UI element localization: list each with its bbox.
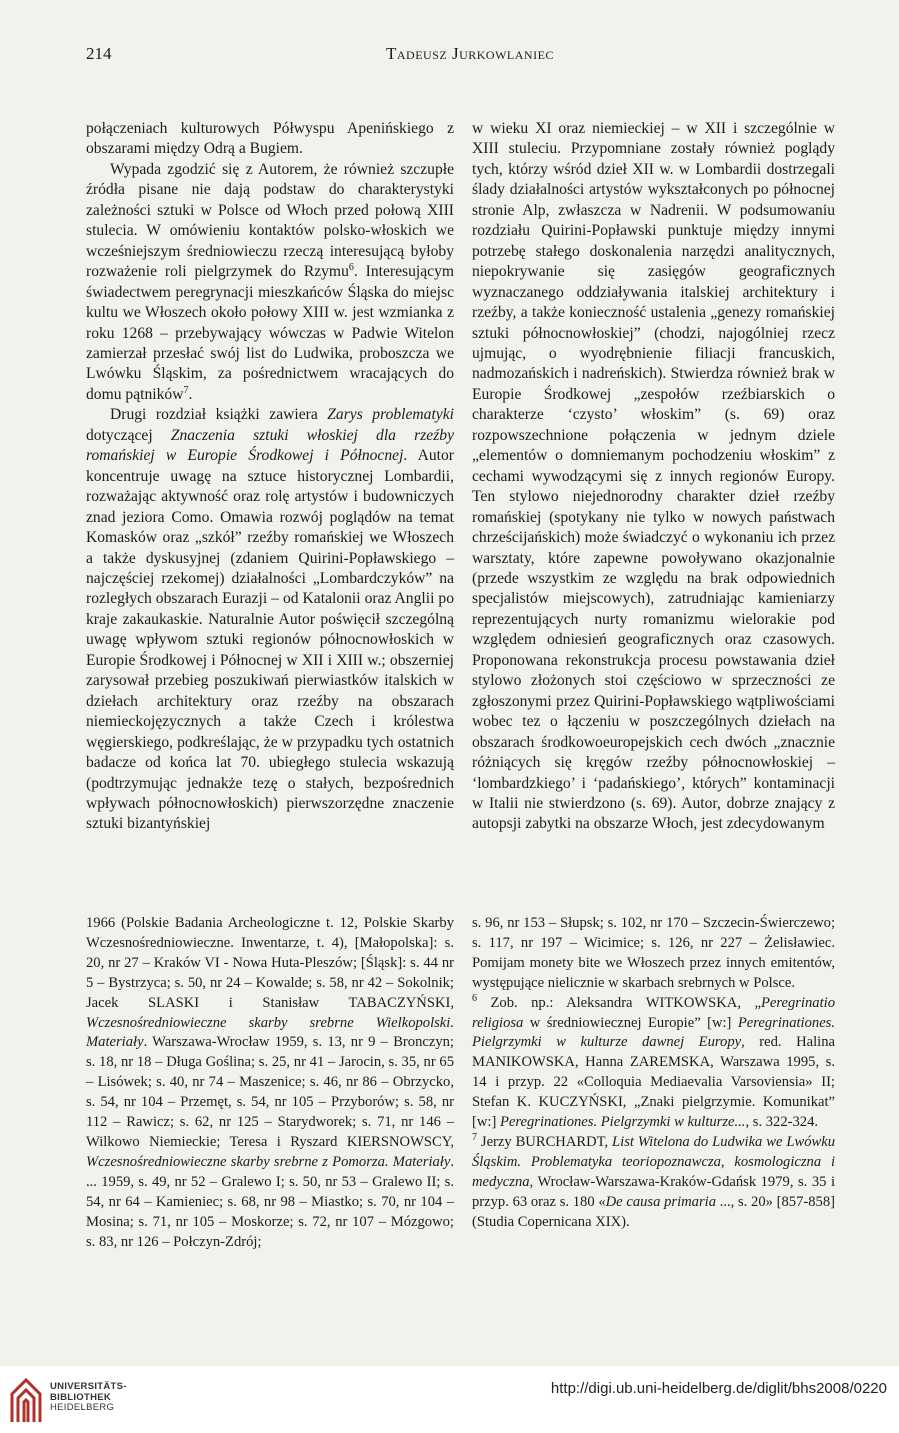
footnote-7: $^7$ Jerzy BURCHARDT, List Witelona do Ludwika we Lwówku Śląskim. Problematyka teoriopoznawcza, kosmologiczna i medyczna, Wrocław-Warszawa-Kraków-Gdańsk 1979, s. 35 i przyp. 63 oraz s. 180 «De causa primaria ..., s. 20» [857-858] (Studia Copernicana XIX). (472, 1132, 835, 1230)
digitization-footer (0, 1366, 899, 1433)
paragraph: Wypada zgodzić się z Autorem, że również szczupłe źródła pisane nie dają podstaw do charakterystyki zależności sztuki w Polsce od Włoch przed połową XIII stulecia. W omówieniu kontaktów polsko-włoskich we wcześniejszym średniowieczu rzeczą interesującą byłoby rozważenie roli pielgrzymek do Rzymu$^6$. Interesującym świadectwem peregrynacji mieszkańców Śląska do miejsc kultu we Włoszech około połowy XIII w. jest wzmianka z roku 1268 – przebywający wówczas w Padwie Witelon zamierzał przesłać swój list do Ludwika, proboszcza we Lwówku Śląskim, za pośrednictwem wracających do domu pątników$^7$. (86, 160, 455, 403)
paragraph: Drugi rozdział książki zawiera Zarys problematyki dotyczącej Znaczenia sztuki włoskiej dla rzeźby romańskiej w Europie Środkowej i Północnej. Autor koncentruje uwagę na sztuce historycznej Lombardii, rozważając aktywność oraz rolę artystów i budowniczych znad jeziora Como. Omawia rozwój poglądów na temat Komasków oraz „szkół” rzeźby romańskiej we Włoszech a także dyskusyjnej (zdaniem Quirini-Popławskiego – najczęściej rzekomej) działalności „Lombardczyków” na rozległych obszarach Eurazji – od Katalonii oraz Anglii po kraje zakaukaskie. Naturalnie Autor poświęcił szczególną uwagę wpływom sztuki regionów północnowłoskich w Europie Środkowej i Północnej w XII i XIII w.; obszerniej zarysował przebieg poszukiwań pierwiastków italskich w dziełach architektury oraz rzeźby na obszarach niemieckojęzycznych a także Czech i królestwa węgierskiego, podkreślając, że w przypadku tych ostatnich badacze od końca lat 70. ubiegłego stulecia wskazują (podtrzymując jednakże tezę o stałych, bezpośrednich wpływach północnowłoskich) pierwszorzędne znaczenie sztuki bizantyńskiej (86, 406, 454, 833)
running-header (86, 44, 830, 68)
paragraph: połączeniach kulturowych Półwyspu Apenińskiego z obszarami między Odrą a Bugiem. (86, 120, 454, 158)
footnotes-left (86, 914, 454, 1252)
footnotes-right (472, 914, 835, 1233)
footnote-continued: s. 96, nr 153 – Słupsk; s. 102, nr 170 – Szczecin-Świerczewo; s. 117, nr 197 – Wicimice; s. 126, nr 227 – Żelisławiec. Pomijam monety bite we Włoszech przez innych emitentów, występujące nielicznie w skarbach srebrnych w Polsce. (472, 915, 835, 991)
source-url-link[interactable]: http://digi.ub.uni-heidelberg.de/diglit/bhs2008/0220 (550, 1380, 887, 1397)
footnote-ref: 6 (348, 261, 354, 273)
running-head-author: Tadeusz Jurkowlaniec (386, 44, 554, 63)
right-text-column (472, 119, 835, 835)
page-number: 214 (86, 44, 112, 63)
footnote-ref: 7 (183, 384, 189, 396)
footnote: 1966 (Polskie Badania Archeologiczne t. 12, Polskie Skarby Wczesnośredniowieczne. Inwentarze, t. 4), [Małopolska]: s. 20, nr 27 – Kraków VI - Nowa Huta-Pleszów; [Śląsk]: s. 44 nr 5 – Bystrzyca; s. 50, nr 24 – Kowalde; s. 58, nr 42 – Sokolnik; Jacek SLASKI i Stanisław TABACZYŃSKI, Wczesnośredniowieczne skarby srebrne Wielkopolski. Materiały. Warszawa-Wrocław 1959, s. 13, nr 9 – Bronczyn; s. 18, nr 18 – Długa Goślina; s. 25, nr 41 – Jarocin, s. 35, nr 65 – Lisówek; s. 40, nr 74 – Maszenice; s. 46, nr 86 – Obrzycko, s. 54, nr 104 – Przemęt, s. 54, nr 105 – Przyborów; s. 58, nr 112 – Rawicz; s. 62, nr 125 – Starydworek; s. 71, nr 146 – Wilkowo Niemieckie; Teresa i Ryszard KIERSNOWSCY, Wczesnośredniowieczne skarby srebrne z Pomorza. Materiały. ... 1959, s. 49, nr 52 – Gralewo I; s. 50, nr 53 – Gralewo II; s. 54, nr 64 – Kamieniec; s. 68, nr 98 – Miastko; s. 70, nr 104 – Mosina; s. 71, nr 105 – Moskorze; s. 72, nr 107 – Mózgowo; s. 83, nr 126 – Połczyn-Zdrój; (86, 915, 454, 1250)
left-text-column (86, 119, 454, 835)
library-logo-icon (8, 1376, 44, 1426)
footnote-6: $^6$ Zob. np.: Aleksandra WITKOWSKA, „Peregrinatio religiosa w średniowiecznej Europie” [w:] Peregrinationes. Pielgrzymki w kulturze dawnej Europy, red. Halina MANIKOWSKA, Hanna ZAREMSKA, Warszawa 1995, s. 14 i przyp. 22 «Colloquia Mediaevalia Varsoviensia» II; Stefan K. KUCZYŃSKI, „Znaki pielgrzymie. Komunikat” [w:] Peregrinationes. Pielgrzymki w kulturze..., s. 322-324. (472, 992, 835, 1131)
paragraph: w wieku XI oraz niemieckiej – w XII i szczególnie w XIII stuleciu. Przypomniane zostały również poglądy tych, którzy wśród dzieł XII w. w Lombardii dostrzegali ślady działalności artystów wykształconych po północnej stronie Alp, zwłaszcza w Nadrenii. W podsumowaniu rozdziału Quirini-Popławski punktuje między innymi potrzebę stałego doskonalenia narzędzi analitycznych, niepokrywanie się zasięgów geograficznych wyznaczanego oddziaływania italskiej architektury i rzeźby, a także konieczność ustalenia „genezy romańskiej sztuki północnowłoskiej” (chodzi, najogólniej rzecz ujmując, o wyodrębnienie filiacji francuskich, nadmozańskich i nadreńskich). Stwierdza również brak w Europie Środkowej „zespołów rzeźbiarskich o charakterze ‘czysto’ włoskim” (s. 69) oraz rozpowszechnione połączenia w jednym dziele „elementów o domniemanym pochodzeniu włoskim” z cechami wywodzącymi się z innych regionów Europy. Ten stylowo niejednorodny charakter dzieł rzeźby romańskiej (spotykany nie tylko w nowych państwach chrześcijańskich) może świadczyć o wykonaniu ich przez warsztaty, które zapewne powoływano okazjonalnie (przede wszystkim ze względu na brak odpowiednich specjalistów miejscowych), zatrudniając kamieniarzy reprezentujących nurty romanizmu wielorakie pod względem odniesień geograficznych oraz czasowych. Proponowana rekonstrukcja procesu powstawania dzieł stylowo złożonych stoi częściowo w sprzeczności ze zgłoszonymi przez Quirini-Popławskiego wątpliwościami wobec tez o łączeniu w poszczególnych dziełach na obszarach środkowoeuropejskich cech dwóch „znacznie różniących się kręgów rzeźby północnowłoskiej – ‘lombardzkiego’ i ‘padańskiego’, których” kontaminacji w Italii nie stwierdzono (s. 69). Autor, dobrze znający z autopsji zabytki na obszarze Włoch, jest zdecydowanym (472, 120, 835, 833)
library-name: UNIVERSITÄTS- BIBLIOTHEK HEIDELBERG (50, 1381, 127, 1413)
